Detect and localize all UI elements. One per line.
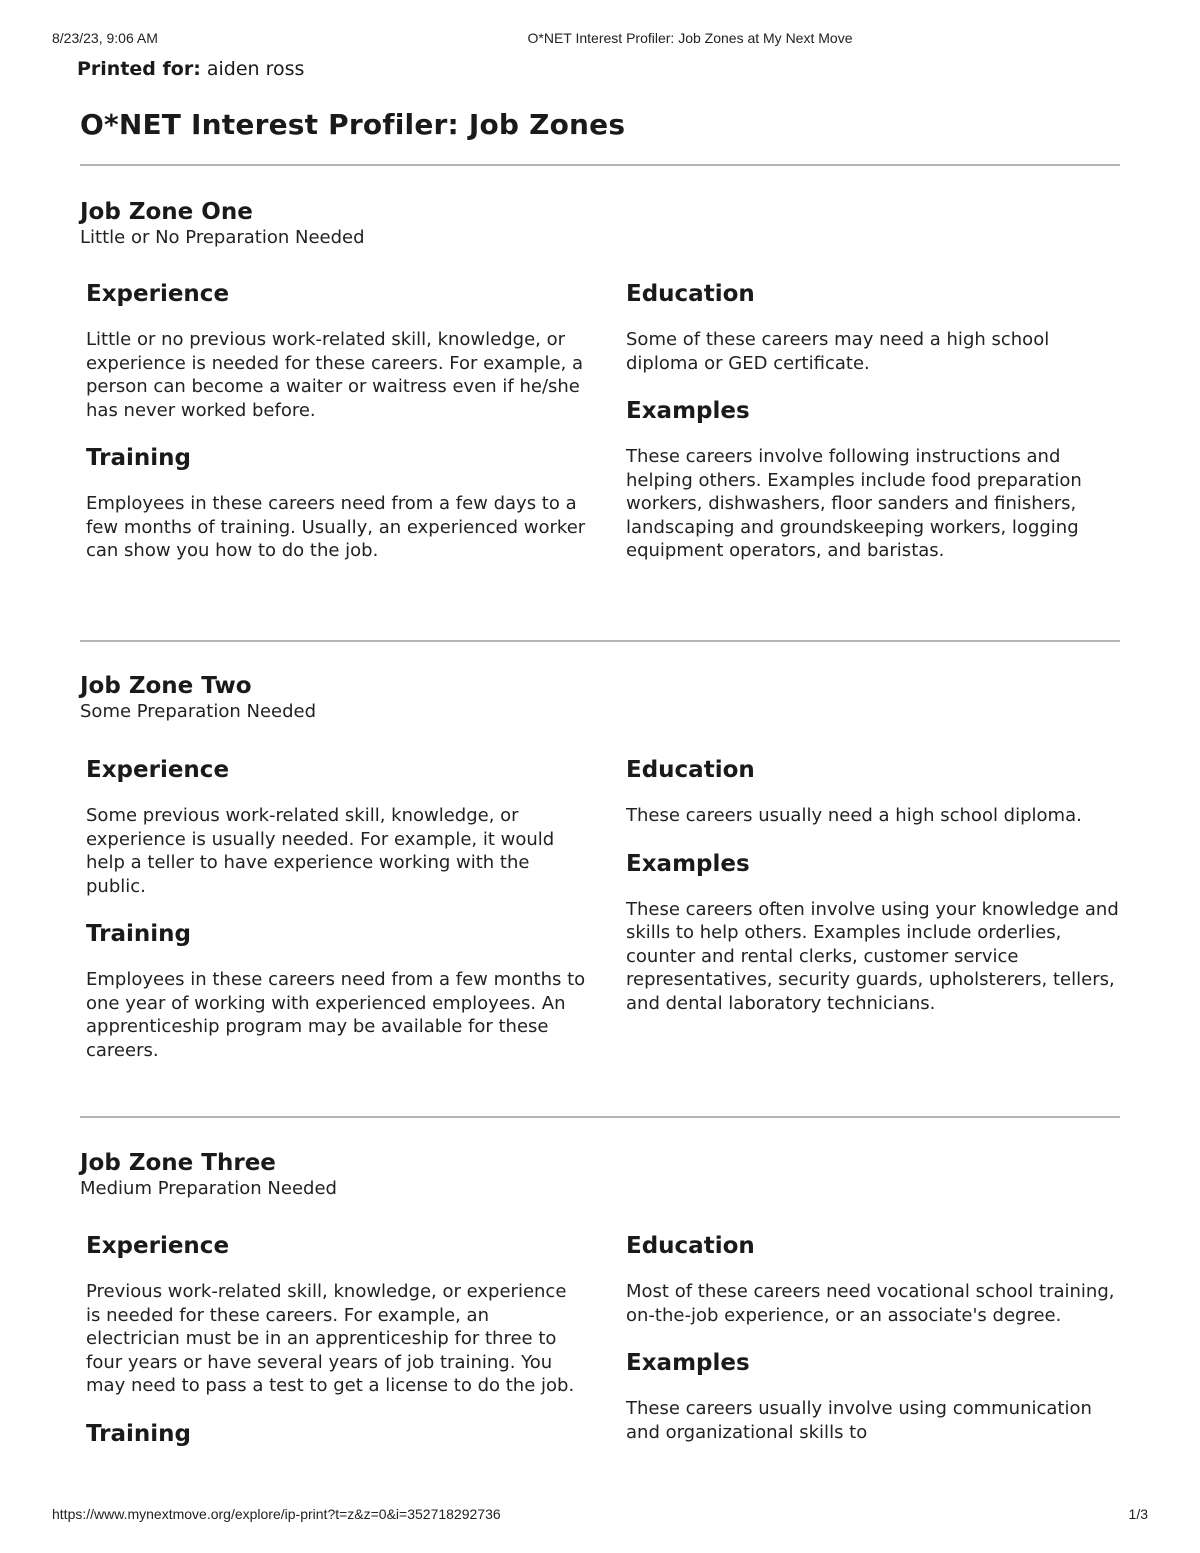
printed-for <box>77 58 304 80</box>
zone-title: Job Zone One <box>80 199 253 225</box>
training-heading: Training <box>86 921 192 947</box>
divider <box>80 1116 1120 1118</box>
education-text: Some of these careers may need a high school diploma or GED certificate. <box>626 329 1050 374</box>
experience-text: Some previous work-related skill, knowledge, or experience is usually needed. For example, it would help a teller to have experience working with the public. <box>86 805 555 897</box>
print-page-title: O*NET Interest Profiler: Job Zones at My Next Move <box>527 30 853 46</box>
page-number: 1/3 <box>1128 1506 1148 1522</box>
zone-left-column <box>86 280 586 585</box>
zone-subtitle: Medium Preparation Needed <box>80 1178 337 1199</box>
print-datetime: 8/23/23, 9:06 AM <box>52 30 158 46</box>
experience-text: Previous work-related skill, knowledge, or experience is needed for these careers. For example, an electrician must be in an apprenticeship for three to four years or have several years of job training. You may need to pass a test to get a license to do the job. <box>86 1281 575 1396</box>
examples-heading: Examples <box>626 850 750 877</box>
zone-left-column <box>86 756 586 1084</box>
job-zone-two <box>80 672 1120 1061</box>
education-text: Most of these careers need vocational school training, on-the-job experience, or an associate's degree. <box>626 1281 1115 1326</box>
examples-heading: Examples <box>626 398 750 424</box>
zone-title: Job Zone Two <box>80 673 252 699</box>
training-text: Employees in these careers need from a few months to one year of working with experienced employees. An apprenticeship program may be available for these careers. <box>86 969 586 1061</box>
page-title: O*NET Interest Profiler: Job Zones <box>80 108 626 141</box>
printed-for-label: Printed for: <box>77 58 201 80</box>
experience-heading: Experience <box>86 281 230 307</box>
examples-text: These careers usually involve using communication and organizational skills to <box>626 1398 1092 1443</box>
experience-heading: Experience <box>86 757 230 783</box>
education-heading: Education <box>626 281 755 307</box>
zone-right-column <box>626 280 1126 585</box>
job-zone-three <box>80 1149 1120 1447</box>
zone-title: Job Zone Three <box>80 1150 276 1176</box>
training-heading: Training <box>86 1420 192 1447</box>
print-header <box>0 30 1200 50</box>
print-footer <box>0 1506 1200 1526</box>
printed-for-name: aiden ross <box>206 58 305 80</box>
divider <box>80 164 1120 166</box>
zone-left-column <box>86 1232 586 1468</box>
examples-text: These careers often involve using your knowledge and skills to help others. Examples include orderlies, counter and rental clerks, customer service representatives, security guards, upholsterers, tellers, and dental laboratory technicians. <box>626 898 1119 1014</box>
divider <box>80 640 1120 642</box>
education-heading: Education <box>626 757 755 783</box>
examples-heading: Examples <box>626 1350 750 1376</box>
zone-right-column <box>626 1232 1126 1466</box>
zone-right-column <box>626 756 1126 1037</box>
zone-subtitle: Little or No Preparation Needed <box>80 227 365 248</box>
education-text: These careers usually need a high school diploma. <box>626 805 1082 826</box>
experience-text: Little or no previous work-related skill, knowledge, or experience is needed for these careers. For example, a person can become a waiter or waitress even if he/she has never worked before. <box>86 329 584 421</box>
training-text: Employees in these careers need from a few days to a few months of training. Usually, an experienced worker can show you how to do the job. <box>86 493 586 561</box>
zone-subtitle: Some Preparation Needed <box>80 701 317 722</box>
job-zone-one <box>80 198 1120 561</box>
education-heading: Education <box>626 1233 755 1259</box>
experience-heading: Experience <box>86 1233 230 1259</box>
examples-text: These careers involve following instructions and helping others. Examples include food preparation workers, dishwashers, floor sanders and finishers, landscaping and groundskeeping workers, logging equipment operators, and baristas. <box>626 446 1082 561</box>
print-url: https://www.mynextmove.org/explore/ip-print?t=z&z=0&i=352718292736 <box>52 1506 501 1522</box>
training-heading: Training <box>86 445 192 471</box>
